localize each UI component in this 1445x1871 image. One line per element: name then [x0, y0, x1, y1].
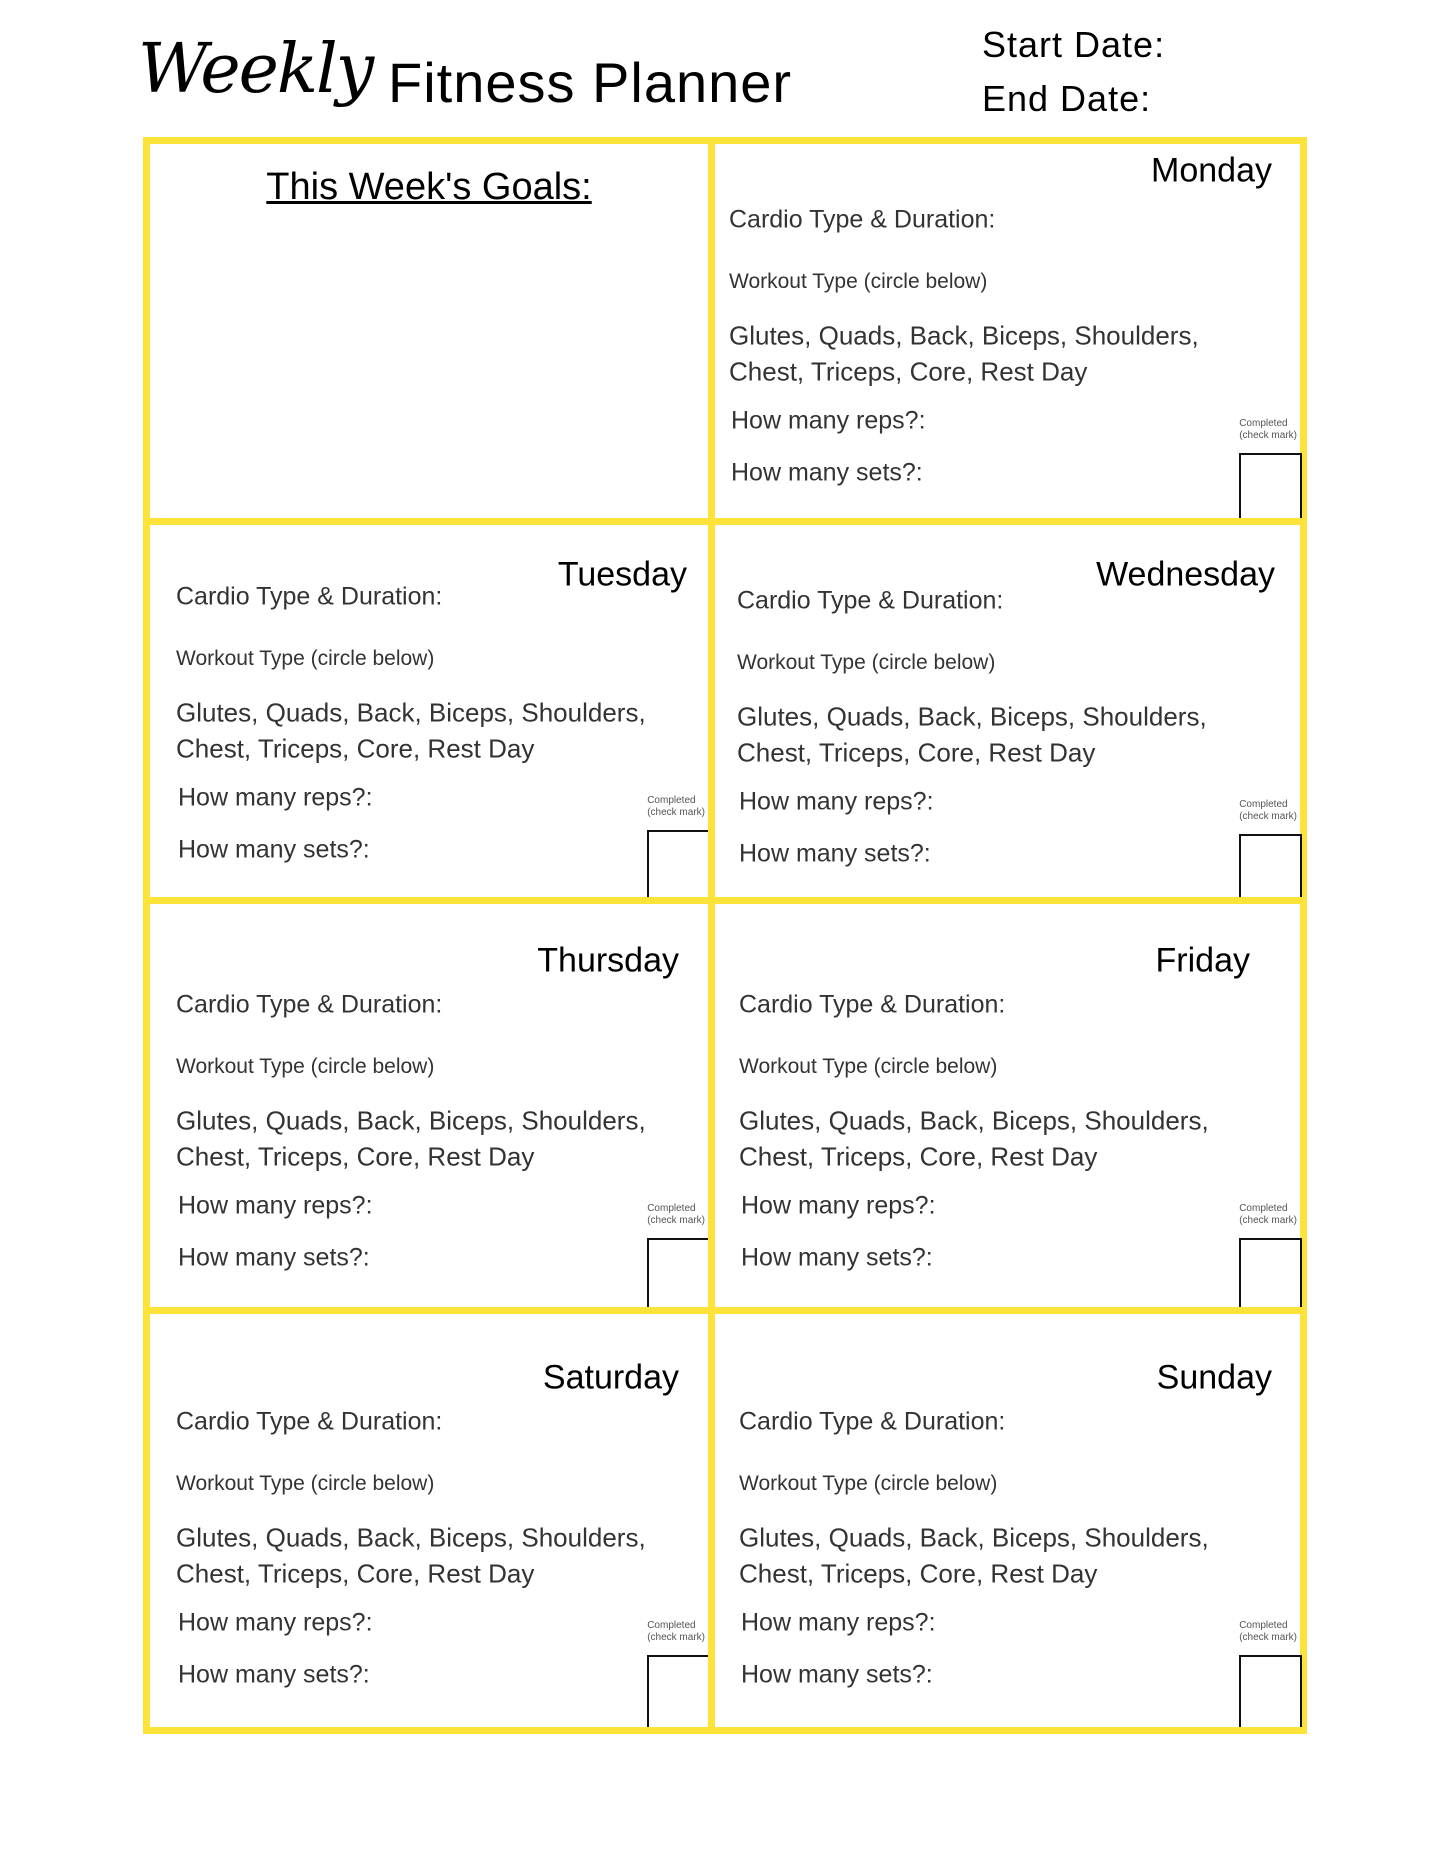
completed-text: Completed: [1239, 418, 1288, 429]
end-date-label: End Date:: [982, 78, 1152, 119]
cardio-label: Cardio Type & Duration:: [176, 582, 443, 611]
day-name: Thursday: [537, 941, 679, 980]
completed-checkbox[interactable]: [647, 1655, 710, 1727]
day-name: Monday: [1151, 151, 1272, 190]
completed-text: Completed: [647, 1620, 696, 1631]
reps-label: How many reps?:: [731, 406, 926, 435]
completed-label: [647, 795, 705, 819]
completed-label: [647, 1620, 705, 1644]
completed-checkbox[interactable]: [1239, 1655, 1302, 1727]
completed-label: [1239, 418, 1297, 442]
workout-type-label: Workout Type (circle below): [176, 1055, 435, 1078]
muscle-options-line1: Glutes, Quads, Back, Biceps, Shoulders,: [729, 320, 1199, 351]
day-panel-0[interactable]: [708, 137, 1307, 525]
completed-label: [1239, 1620, 1297, 1644]
reps-label: How many reps?:: [741, 1191, 936, 1220]
sets-label: How many sets?:: [739, 839, 931, 868]
muscle-options-line1: Glutes, Quads, Back, Biceps, Shoulders,: [176, 1522, 646, 1553]
completed-checkbox[interactable]: [1239, 834, 1302, 897]
muscle-options-line1: Glutes, Quads, Back, Biceps, Shoulders,: [739, 1522, 1209, 1553]
day-name: Friday: [1155, 941, 1250, 980]
completed-checkbox[interactable]: [1239, 1238, 1302, 1307]
completed-checkbox[interactable]: [1239, 453, 1302, 518]
completed-label: [1239, 799, 1297, 823]
workout-type-label: Workout Type (circle below): [739, 1055, 998, 1078]
day-name: Sunday: [1156, 1358, 1272, 1397]
day-panel-4[interactable]: [708, 897, 1307, 1314]
day-panel-1[interactable]: [143, 518, 715, 904]
day-panel-5[interactable]: [143, 1307, 715, 1734]
workout-type-label: Workout Type (circle below): [729, 270, 988, 293]
day-name: Wednesday: [1096, 555, 1275, 594]
workout-type-label: Workout Type (circle below): [739, 1472, 998, 1495]
reps-label: How many reps?:: [178, 1191, 373, 1220]
workout-type-label: Workout Type (circle below): [176, 647, 435, 670]
reps-label: How many reps?:: [178, 1608, 373, 1637]
workout-type-label: Workout Type (circle below): [176, 1472, 435, 1495]
title-script: Weekly: [138, 30, 373, 109]
sets-label: How many sets?:: [731, 458, 923, 487]
cardio-label: Cardio Type & Duration:: [176, 990, 443, 1019]
day-panel-3[interactable]: [143, 897, 715, 1314]
completed-checkbox[interactable]: [647, 830, 710, 897]
completed-text: Completed: [1239, 1620, 1288, 1631]
completed-text: (check mark): [647, 1215, 705, 1226]
muscle-options-line1: Glutes, Quads, Back, Biceps, Shoulders,: [737, 701, 1207, 732]
day-panel-6[interactable]: [708, 1307, 1307, 1734]
completed-text: (check mark): [647, 807, 705, 818]
muscle-options-line2: Chest, Triceps, Core, Rest Day: [739, 1141, 1098, 1172]
day-name: Tuesday: [557, 555, 687, 594]
start-date-label: Start Date:: [982, 24, 1166, 65]
day-panel-2[interactable]: [708, 518, 1307, 904]
sets-label: How many sets?:: [741, 1243, 933, 1272]
sets-label: How many sets?:: [178, 835, 370, 864]
sets-label: How many sets?:: [178, 1243, 370, 1272]
completed-text: (check mark): [1239, 1215, 1297, 1226]
sets-label: How many sets?:: [741, 1660, 933, 1689]
completed-text: (check mark): [1239, 430, 1297, 441]
completed-text: (check mark): [1239, 1632, 1297, 1643]
workout-type-label: Workout Type (circle below): [737, 651, 996, 674]
sets-label: How many sets?:: [178, 1660, 370, 1689]
muscle-options-line2: Chest, Triceps, Core, Rest Day: [176, 733, 535, 764]
muscle-options-line1: Glutes, Quads, Back, Biceps, Shoulders,: [176, 697, 646, 728]
completed-text: Completed: [647, 795, 696, 806]
cardio-label: Cardio Type & Duration:: [729, 205, 996, 234]
goals-title: This Week's Goals:: [266, 166, 592, 208]
muscle-options-line1: Glutes, Quads, Back, Biceps, Shoulders,: [739, 1105, 1209, 1136]
completed-text: (check mark): [647, 1632, 705, 1643]
completed-text: (check mark): [1239, 811, 1297, 822]
cardio-label: Cardio Type & Duration:: [739, 990, 1006, 1019]
page-title: Fitness Planner: [388, 51, 793, 114]
reps-label: How many reps?:: [178, 783, 373, 812]
muscle-options-line2: Chest, Triceps, Core, Rest Day: [176, 1558, 535, 1589]
completed-label: [647, 1203, 705, 1227]
completed-label: [1239, 1203, 1297, 1227]
completed-text: Completed: [1239, 799, 1288, 810]
completed-text: Completed: [647, 1203, 696, 1214]
muscle-options-line2: Chest, Triceps, Core, Rest Day: [737, 737, 1096, 768]
cardio-label: Cardio Type & Duration:: [739, 1407, 1006, 1436]
muscle-options-line2: Chest, Triceps, Core, Rest Day: [739, 1558, 1098, 1589]
reps-label: How many reps?:: [739, 787, 934, 816]
day-name: Saturday: [542, 1358, 679, 1397]
cardio-label: Cardio Type & Duration:: [176, 1407, 443, 1436]
muscle-options-line1: Glutes, Quads, Back, Biceps, Shoulders,: [176, 1105, 646, 1136]
cardio-label: Cardio Type & Duration:: [737, 586, 1004, 615]
completed-checkbox[interactable]: [647, 1238, 710, 1307]
muscle-options-line2: Chest, Triceps, Core, Rest Day: [176, 1141, 535, 1172]
reps-label: How many reps?:: [741, 1608, 936, 1637]
completed-text: Completed: [1239, 1203, 1288, 1214]
muscle-options-line2: Chest, Triceps, Core, Rest Day: [729, 356, 1088, 387]
goals-panel[interactable]: [143, 137, 715, 525]
